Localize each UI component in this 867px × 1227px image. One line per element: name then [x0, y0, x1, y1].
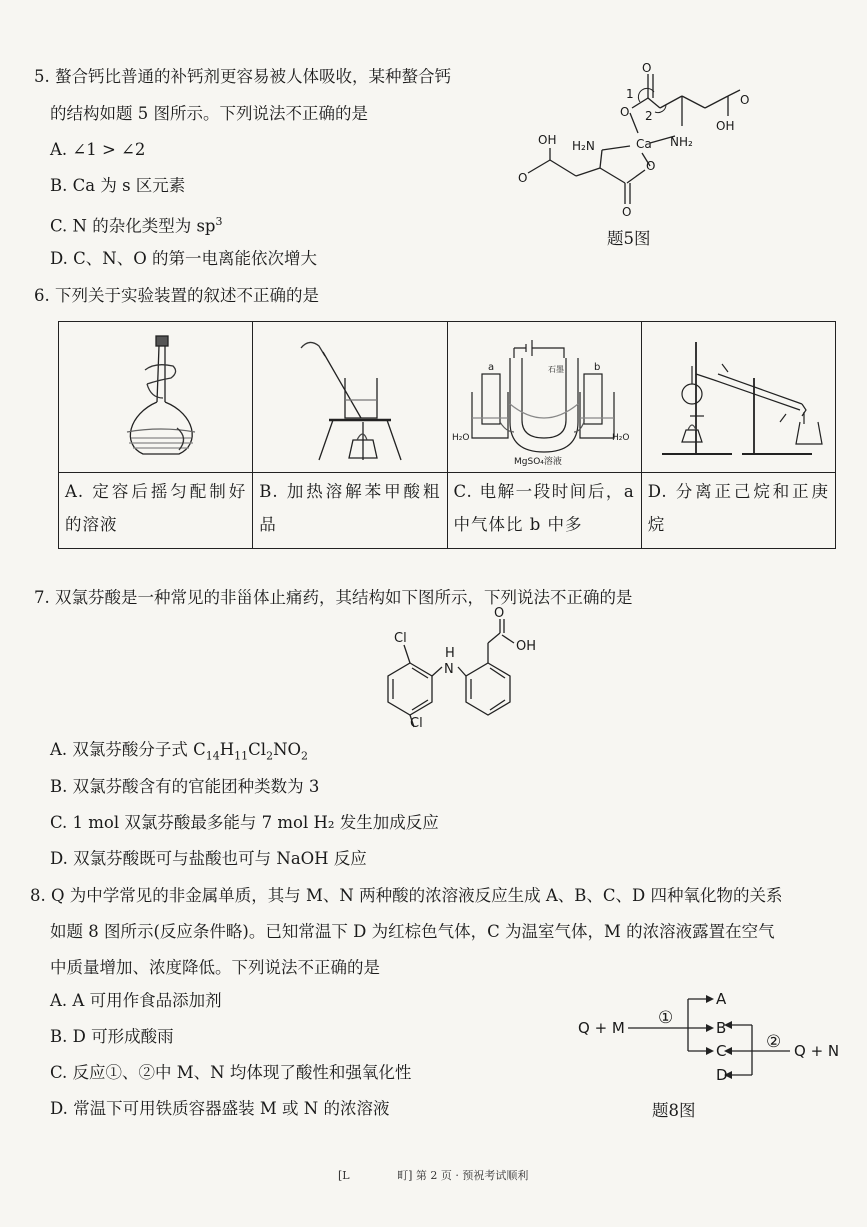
q6-cell-c-figure	[447, 322, 641, 473]
q5-ring-o-upper: O	[620, 105, 630, 119]
q-plus-n-label: Q + N	[794, 1042, 840, 1060]
q8-option-b: B. D 可形成酸雨	[50, 1027, 174, 1046]
q5-oh-left: OH	[538, 133, 557, 147]
reaction-1-label: ①	[658, 1008, 674, 1028]
product-a-label: A	[716, 990, 727, 1008]
q7-option-d: D. 双氯芬酸既可与盐酸也可与 NaOH 反应	[50, 849, 367, 868]
cl-top-label: Cl	[394, 631, 407, 646]
q6-cell-a-figure	[59, 322, 253, 473]
heating-beaker-icon	[253, 322, 447, 468]
page-footer: [L 町] 第 2 页 · 预祝考试顺利	[338, 1169, 529, 1182]
reaction-2-label: ②	[766, 1032, 782, 1052]
q5-oh-right: OH	[716, 119, 735, 133]
q6-option-c: C. 电解一段时间后，a 中气体比 b 中多	[447, 473, 641, 549]
product-c-label: C	[716, 1042, 727, 1060]
q-plus-m-label: Q + M	[578, 1019, 625, 1037]
n-label: N	[444, 662, 454, 677]
electrolysis-u-tube-icon	[448, 322, 642, 468]
q5-stem-line1: 5. 螯合钙比普通的补钙剂更容易被人体吸收，某种螯合钙	[34, 67, 451, 86]
q5-carbonyl-o-top: O	[642, 61, 652, 75]
product-b-label: B	[716, 1019, 727, 1037]
q5-carbonyl-o-left: O	[518, 171, 528, 185]
q6-option-d: D. 分离正己烷和正庚烷	[641, 473, 835, 549]
q7-stem: 7. 双氯芬酸是一种常见的非甾体止痛药，其结构如下图所示，下列说法不正确的是	[34, 588, 633, 607]
o-label: O	[494, 606, 505, 621]
q7-option-c: C. 1 mol 双氯芬酸最多能与 7 mol H₂ 发生加成反应	[50, 813, 439, 832]
q5-ca-label: Ca	[636, 137, 652, 151]
q6-option-b: B. 加热溶解苯甲酸粗品	[253, 473, 447, 549]
mgso4-label: MgSO₄溶液	[513, 457, 562, 467]
water-right-label: H₂O	[611, 433, 629, 443]
q5-h2n-label: H₂N	[572, 139, 595, 153]
water-left-label: H₂O	[451, 433, 469, 443]
graphite-label: 石墨	[547, 365, 564, 374]
q8-figure-caption: 题8图	[652, 1101, 696, 1120]
q7-option-a: A. 双氯芬酸分子式 $C_{14}H_{11}Cl_2NO_2$	[50, 740, 309, 763]
q6-cell-b-figure	[253, 322, 447, 473]
h-label: H	[445, 646, 455, 661]
q6-option-a: A. 定容后摇匀配制好的溶液	[59, 473, 253, 549]
q6-cell-d-figure	[641, 322, 835, 473]
q5-nh2-label: NH₂	[670, 135, 693, 149]
electrode-b-label: b	[593, 362, 600, 373]
q8-stem-line3: 中质量增加、浓度降低。下列说法不正确的是	[50, 958, 380, 977]
q5-ring-o-lower: O	[646, 159, 656, 173]
q7-option-b: B. 双氯芬酸含有的官能团种类数为 3	[50, 777, 320, 796]
q8-option-a: A. A 可用作食品添加剂	[50, 991, 222, 1010]
q7-diclofenac-structure	[350, 606, 550, 731]
q5-angle-1-label: 1	[626, 87, 634, 101]
oh-label: OH	[516, 639, 537, 654]
q8-stem-line2: 如题 8 图所示(反应条件略)。已知常温下 D 为红棕色气体，C 为温室气体，M 的浓溶液露置在空气	[50, 922, 775, 941]
volumetric-flask-icon	[59, 322, 253, 468]
q5-chelate-structure	[510, 58, 770, 248]
q5-figure-caption: 题5图	[607, 229, 651, 248]
q6-apparatus-table	[58, 321, 836, 549]
electrode-a-label: a	[487, 362, 494, 373]
q5-option-a: A. ∠1 > ∠2	[50, 140, 146, 159]
q8-reaction-diagram	[570, 985, 850, 1095]
q5-stem-line2: 的结构如题 5 图所示。下列说法不正确的是	[50, 104, 368, 123]
q6-stem: 6. 下列关于实验装置的叙述不正确的是	[34, 286, 319, 305]
q5-option-b: B. Ca 为 s 区元素	[50, 176, 186, 195]
distillation-icon	[642, 322, 836, 468]
cl-bottom-label: Cl	[410, 716, 423, 731]
q5-option-d: D. C、N、O 的第一电离能依次增大	[50, 249, 317, 268]
product-d-label: D	[716, 1066, 728, 1084]
q5-carbonyl-o-bottom: O	[622, 205, 632, 219]
q8-option-d: D. 常温下可用铁质容器盛装 M 或 N 的浓溶液	[50, 1099, 390, 1118]
q8-stem-line1: 8. Q 为中学常见的非金属单质，其与 M、N 两种酸的浓溶液反应生成 A、B、C、D 四种氧化物的关系	[30, 886, 783, 905]
q8-option-c: C. 反应①、②中 M、N 均体现了酸性和强氧化性	[50, 1063, 412, 1082]
q5-angle-2-label: 2	[645, 109, 653, 123]
q5-option-c: C. N 的杂化类型为 $sp^3$	[50, 215, 223, 236]
q5-carbonyl-o-right: O	[740, 93, 750, 107]
